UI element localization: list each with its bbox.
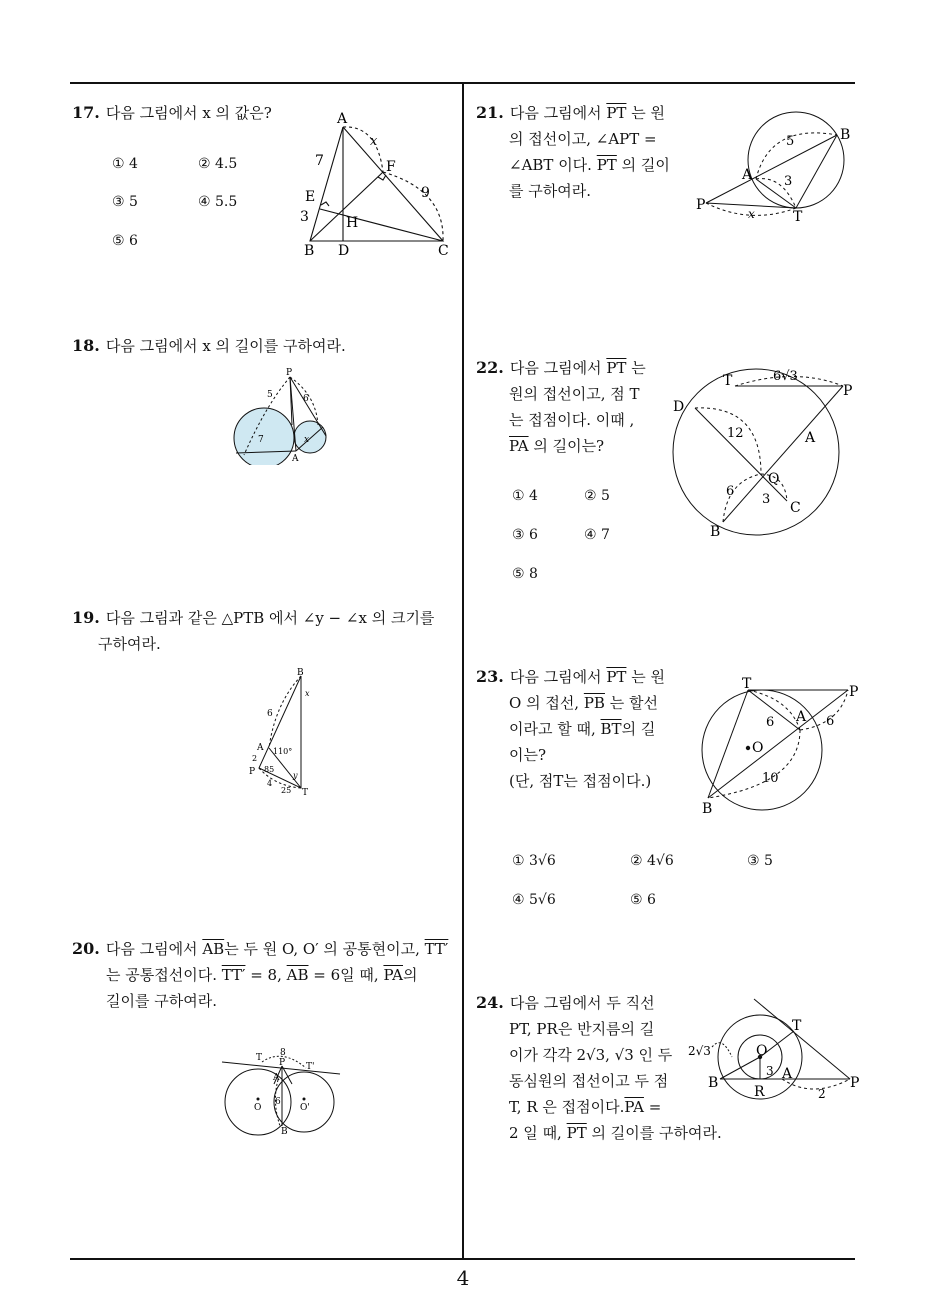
choice-3[interactable]: ③ 5 — [747, 853, 773, 869]
label-3: 3 — [300, 209, 309, 225]
text: T, R 은 접점이다. — [509, 1098, 625, 1116]
text: 의 길이 — [616, 156, 670, 174]
label-t: T — [742, 676, 752, 692]
choice-2[interactable]: ② 5 — [584, 488, 610, 504]
label-x: x — [748, 207, 755, 221]
choice-1[interactable]: ① 4 — [512, 488, 538, 504]
text: 는 접점이다. 이때 , — [509, 411, 635, 429]
text: 의 길이를 구하여라. — [586, 1124, 722, 1142]
text: 의 길 — [621, 720, 656, 738]
label-root-3: 3 — [766, 1064, 774, 1078]
text: 의 접선이고, ∠APT = — [509, 130, 657, 148]
segment-pt: $\overline{PT}$ — [566, 1124, 587, 1142]
label-85: 85 — [264, 765, 275, 774]
label-o: O — [752, 740, 764, 756]
label-10: 10 — [762, 771, 779, 786]
text: 의 길이는? — [528, 437, 605, 455]
figure-19 — [245, 664, 325, 799]
label-c: C — [790, 500, 801, 516]
label-o: O — [756, 1043, 768, 1059]
question-22 — [476, 355, 666, 459]
label-a: A — [796, 709, 807, 725]
label-b: B — [708, 1075, 719, 1091]
label-2: 2 — [252, 754, 258, 763]
choice-5[interactable]: ⑤ 6 — [112, 233, 138, 249]
text: 는 원 — [626, 668, 665, 686]
label-6b: 6 — [826, 714, 835, 729]
label-110: 110° — [273, 747, 293, 756]
text: 다음 그림에서 — [105, 940, 203, 958]
text: ∠ABT 이다. — [509, 156, 597, 174]
label-b: B — [297, 668, 304, 678]
question-number: 24. — [476, 993, 504, 1012]
label-b: B — [710, 524, 721, 540]
label-t: T — [723, 373, 733, 389]
label-t: T — [792, 1018, 802, 1034]
text: 는 — [626, 359, 646, 377]
question-number: 23. — [476, 667, 504, 686]
label-9: 9 — [421, 185, 430, 201]
label-x: x — [370, 134, 378, 149]
label-a: A — [805, 430, 816, 446]
question-17 — [72, 100, 272, 126]
text: 는 두 원 O, O′ 의 공통현이고, — [224, 940, 425, 958]
question-number: 21. — [476, 103, 504, 122]
label-6: 6 — [303, 394, 309, 404]
label-q: Q — [768, 471, 780, 487]
text: 이가 각각 2√3, √3 인 두 — [509, 1046, 673, 1064]
label-2: 2 — [818, 1087, 826, 1101]
question-21 — [476, 100, 681, 204]
figure-18 — [226, 365, 336, 465]
choice-4[interactable]: ④ 7 — [584, 527, 610, 543]
text: 원의 접선이고, 점 T — [509, 385, 640, 403]
text: 를 구하여라. — [509, 182, 591, 200]
segment-pt: $\overline{PT}$ — [596, 156, 617, 174]
label-t-prime: T' — [306, 1062, 315, 1072]
question-19 — [72, 605, 458, 657]
label-b: B — [281, 1127, 288, 1137]
label-d: D — [673, 399, 685, 415]
figure-23 — [690, 674, 860, 824]
label-6: 6 — [275, 1097, 281, 1107]
figure-20 — [218, 1042, 344, 1137]
text: 길이를 구하여라. — [106, 992, 217, 1010]
label-f: F — [386, 159, 396, 175]
label-t: T — [793, 209, 803, 225]
label-4: 4 — [267, 779, 273, 788]
text: 는 공통접선이다. — [106, 966, 222, 984]
label-d: D — [338, 243, 350, 259]
segment-pa: $\overline{PA}$ — [624, 1098, 644, 1116]
figure-17 — [295, 105, 465, 265]
label-y: y — [293, 771, 298, 780]
label-5: 5 — [267, 390, 273, 400]
question-23 — [476, 664, 681, 794]
text: 이는? — [509, 746, 547, 764]
question-number: 18. — [72, 336, 100, 355]
text: 다음 그림에서 — [509, 668, 607, 686]
text: = 8, — [245, 966, 287, 984]
text: 다음 그림에서 두 직선 — [509, 994, 655, 1012]
label-h: H — [346, 215, 359, 231]
choice-4[interactable]: ④ 5.5 — [198, 194, 238, 210]
label-7: 7 — [258, 435, 264, 445]
choice-3[interactable]: ③ 6 — [512, 527, 538, 543]
label-2-root-3: 2√3 — [688, 1044, 711, 1058]
segment-pt: $\overline{PT}$ — [606, 359, 627, 377]
figure-21 — [690, 105, 860, 230]
label-6a: 6 — [766, 715, 775, 730]
label-a: A — [273, 1073, 280, 1083]
label-p: P — [249, 767, 256, 777]
segment-pt: $\overline{PT}$ — [606, 104, 627, 122]
text: 이라고 할 때, — [509, 720, 601, 738]
label-a: A — [257, 743, 264, 753]
choice-2[interactable]: ② 4√6 — [630, 853, 674, 869]
label-a: A — [337, 111, 348, 127]
segment-bt: $\overline{BT}$ — [600, 720, 622, 738]
label-b: B — [840, 127, 851, 143]
question-text-2: 구하여라. — [98, 635, 161, 653]
segment-pt: $\overline{PT}$ — [606, 668, 627, 686]
label-p: P — [850, 1075, 860, 1091]
label-7: 7 — [315, 153, 324, 169]
label-b: B — [304, 243, 315, 259]
choice-5[interactable]: ⑤ 8 — [512, 566, 538, 582]
label-o-prime: O' — [300, 1103, 310, 1113]
label-6: 6 — [267, 709, 273, 719]
text: 다음 그림에서 — [509, 359, 607, 377]
text: 동심원의 접선이고 두 점 — [509, 1072, 669, 1090]
label-25: 25 — [281, 786, 292, 795]
choice-2[interactable]: ② 4.5 — [198, 156, 238, 172]
label-e: E — [305, 189, 316, 205]
text: PT, PR은 반지름의 길 — [509, 1020, 655, 1038]
label-a: A — [742, 167, 753, 183]
text: O 의 접선, — [509, 694, 584, 712]
label-x: x — [304, 435, 310, 445]
label-t: T — [256, 1053, 263, 1063]
choice-4[interactable]: ④ 5√6 — [512, 892, 556, 908]
label-3: 3 — [784, 174, 793, 189]
text: 는 원 — [626, 104, 665, 122]
label-a: A — [782, 1066, 793, 1082]
choice-3[interactable]: ③ 5 — [112, 194, 138, 210]
choice-5[interactable]: ⑤ 6 — [630, 892, 656, 908]
segment-pa: $\overline{PA}$ — [509, 437, 529, 455]
segment-tt: TT′ — [221, 966, 246, 984]
question-number: 22. — [476, 358, 504, 377]
label-o: O — [254, 1103, 262, 1113]
segment-ab: $\overline{AB}$ — [202, 940, 225, 958]
question-number: 19. — [72, 608, 100, 627]
choice-1[interactable]: ① 4 — [112, 156, 138, 172]
text: 는 할선 — [604, 694, 658, 712]
label-6-root-3: 6√3 — [773, 369, 798, 384]
text: (단, 점T는 접점이다.) — [509, 772, 652, 790]
question-18 — [72, 333, 346, 359]
label-t: T — [302, 788, 309, 798]
label-a: A — [292, 454, 299, 464]
line-tt: TT′ — [424, 940, 449, 958]
text: 2 일 때, — [509, 1124, 567, 1142]
label-5: 5 — [786, 134, 795, 149]
page-number: 4 — [456, 1266, 470, 1290]
text: = 6일 때, — [308, 966, 384, 984]
text: = — [643, 1098, 662, 1116]
label-p: P — [279, 1058, 286, 1068]
question-20 — [72, 936, 458, 1014]
figure-24 — [682, 995, 860, 1105]
text: 다음 그림에서 — [509, 104, 607, 122]
label-p: P — [843, 383, 853, 399]
segment-ab: $\overline{AB}$ — [286, 966, 309, 984]
label-p: P — [849, 684, 859, 700]
question-number: 17. — [72, 103, 100, 122]
question-text: 다음 그림에서 x 의 길이를 구하여라. — [105, 337, 346, 355]
label-8: 8 — [280, 1048, 286, 1058]
choice-1[interactable]: ① 3√6 — [512, 853, 556, 869]
label-3: 3 — [762, 492, 771, 507]
segment-pa: $\overline{PA}$ — [383, 966, 403, 984]
label-x: x — [305, 689, 310, 698]
figure-22 — [665, 365, 860, 545]
question-text: 다음 그림과 같은 △PTB 에서 ∠y − ∠x 의 크기를 — [105, 609, 435, 627]
label-c: C — [438, 243, 449, 259]
label-12: 12 — [727, 426, 744, 441]
label-p: P — [286, 368, 293, 378]
text: 의 — [403, 966, 418, 984]
label-b: B — [702, 801, 713, 817]
label-r: R — [754, 1084, 765, 1100]
question-text: 다음 그림에서 x 의 값은? — [105, 104, 272, 122]
label-6: 6 — [726, 484, 735, 499]
question-number: 20. — [72, 939, 100, 958]
segment-pb: $\overline{PB}$ — [583, 694, 605, 712]
label-p: P — [696, 197, 706, 213]
